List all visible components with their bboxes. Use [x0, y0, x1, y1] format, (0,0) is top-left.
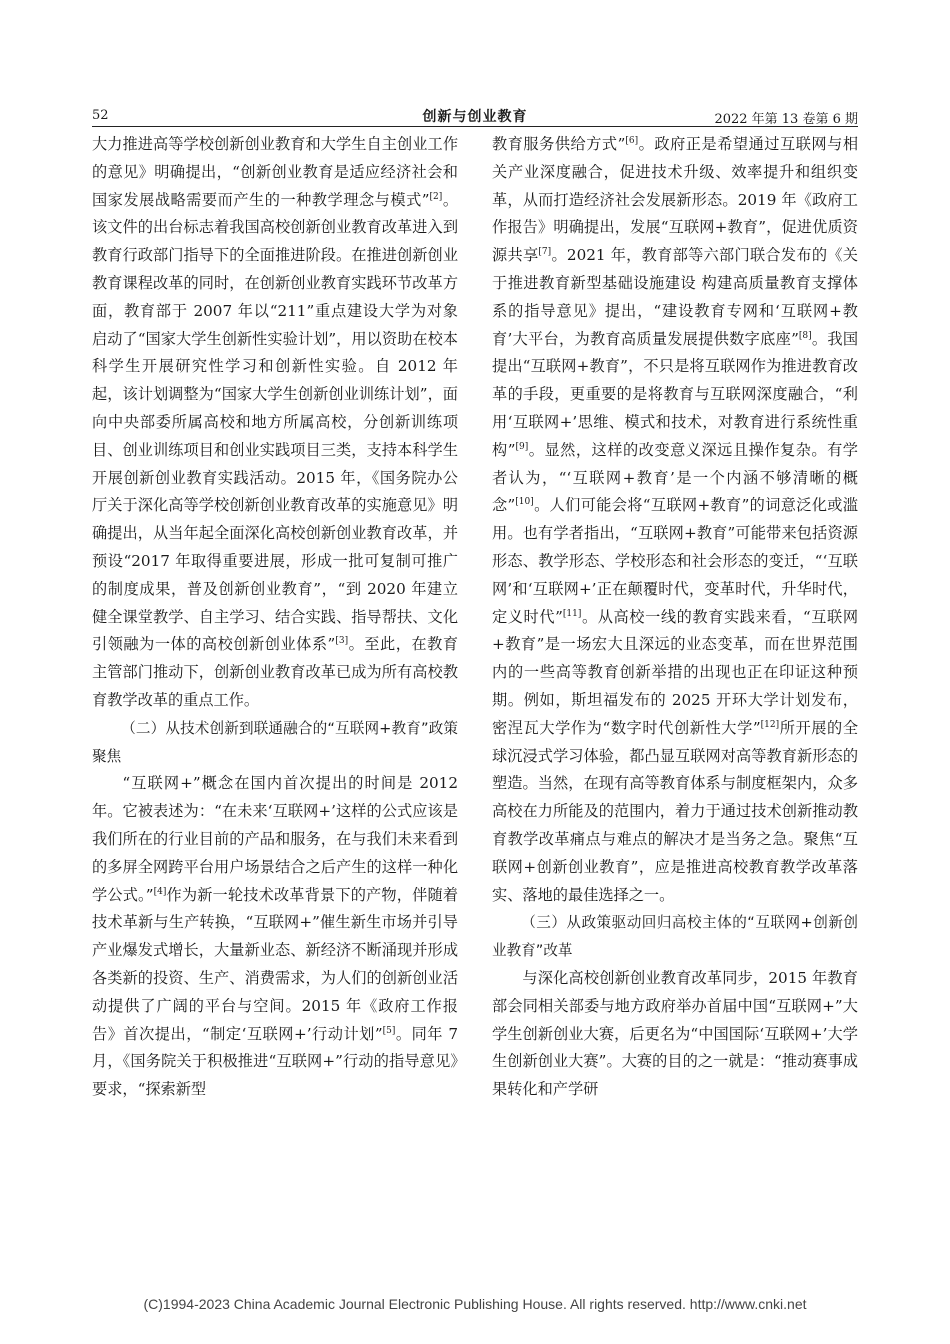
journal-title: 创新与创业教育 — [422, 109, 528, 125]
citation[interactable]: [2] — [429, 191, 443, 202]
paragraph: “互联网+”概念在国内首次提出的时间是 2012 年。它被表述为：“在未来‘互联网+’这样的公式应该是我们所在的行业目前的产品和服务，在与我们未来看到的多屏全网跨平台用户场景结合之后产生的这样一种化学公式。”[4]作为新一轮技术改革背景下的产物，伴随着技术革新与生产转换，“互联网+”催生新生市场并引导产业爆发式增长，大量新业态、新经济不断涌现并形成各类新的投资、生产、消费需求，为人们的创新创业活动提供了广阔的平台与空间。2015 年《政府工作报告》首次提出，“制定‘互联网+’行动计划”[5]。同年 7 月，《国务院关于积极推进“互联网+”行动的指导意见》要求，“探索新型 — [92, 774, 459, 1099]
citation[interactable]: [5] — [382, 1025, 396, 1036]
citation[interactable]: [8] — [798, 330, 812, 341]
citation[interactable]: [7] — [538, 247, 552, 258]
citation[interactable]: [12] — [760, 719, 780, 730]
copyright-footer: (C)1994-2023 China Academic Journal Electronic Publishing House. All rights reserved. http://www.cnki.net — [143, 1296, 807, 1312]
page-number: 52 — [92, 108, 109, 123]
paragraph: 与深化高校创新创业教育改革同步，2015 年教育部会同相关部委与地方政府举办首届中国“互联网+”大学生创新创业大赛，后更名为“中国国际‘互联网+’大学生创新创业大赛”。大赛的目的之一就是：“推动赛事成果转化和产学研 — [492, 968, 858, 1099]
citation[interactable]: [4] — [153, 886, 167, 897]
right-column — [492, 131, 858, 1104]
running-header — [92, 106, 858, 128]
citation[interactable]: [11] — [562, 608, 582, 619]
citation[interactable]: [9] — [515, 441, 529, 452]
paragraph: 大力推进高等学校创新创业教育和大学生自主创业工作的意见》明确提出，“创新创业教育是适应经济社会和国家发展战略需要而产生的一种教学理念与模式”[2]。该文件的出台标志着我国高校创新创业教育改革进入到教育行政部门指导下的全面推进阶段。在推进创新创业教育课程改革的同时，在创新创业教育实践环节改革方面，教育部于 2007 年以“211”重点建设大学为对象启动了“国家大学生创新性实验计划”，用以资助在校本科学生开展研究性学习和创新性实验。自 2012 年起，该计划调整为“国家大学生创新创业训练计划”，面向中央部委所属高校和地方所属高校，分创新训练项目、创业训练项目和创业实践项目三类，支持本科学生开展创新创业教育实践活动。2015 年，《国务院办公厅关于深化高等学校创新创业教育改革的实施意见》明确提出，从当年起全面深化高校创新创业教育改革，并预设“2017 年取得重要进展，形成一批可复制可推广的制度成果，普及创新创业教育”，“到 2020 年建立健全课堂教学、自主学习、结合实践、指导帮扶、文化引领融为一体的高校创新创业体系”[3]。至此，在教育主管部门推动下，创新创业教育改革已成为所有高校教育教学改革的重点工作。 — [92, 135, 459, 709]
citation[interactable]: [3] — [335, 636, 349, 647]
citation[interactable]: [10] — [515, 497, 534, 508]
section-heading: （三）从政策驱动回归高校主体的“互联网+创新创业教育”改革 — [492, 914, 858, 960]
citation[interactable]: [6] — [625, 136, 639, 146]
section-heading: （二）从技术创新到联通融合的“互联网+教育”政策聚焦 — [92, 719, 458, 765]
header-rule — [92, 126, 858, 127]
issue-info: 2022 年第 13 卷第 6 期 — [714, 112, 858, 127]
left-column — [92, 131, 458, 1104]
paragraph: 教育服务供给方式”[6]。政府正是希望通过互联网与相关产业深度融合，促进技术升级、效率提升和组织变革，从而打造经济社会发展新形态。2019 年《政府工作报告》明确提出，发展“互联网+教育”，促进优质资源共享[7]。2021 年，教育部等六部门联合发布的《关于推进教育新型基础设施建设 构建高质量教育支撑体系的指导意见》提出，“建设教育专网和‘互联网+教育’大平台，为教育高质量发展提供数字底座”[8]。我国提出“互联网+教育”，不只是将互联网作为推进教育改革的手段，更重要的是将教育与互联网深度融合，“利用‘互联网+’思维、模式和技术，对教育进行系统性重构”[9]。显然，这样的改变意义深远且操作复杂。有学者认为，“‘互联网+教育’是一个内涵不够清晰的概念”[10]。人们可能会将“互联网+教育”的词意泛化或滥用。也有学者指出，“互联网+教育”可能带来包括资源形态、教学形态、学校形态和社会形态的变迁，“‘互联网’和‘互联网+’正在颠覆时代，变革时代，升华时代，定义时代”[11]。从高校一线的教育实践来看，“互联网+教育”是一场宏大且深远的业态变革，而在世界范围内的一些高等教育创新举措的出现也正在印证这种预期。例如，斯坦福发布的 2025 开环大学计划发布，密涅瓦大学作为“数字时代创新性大学”[12]所开展的全球沉浸式学习体验，都凸显互联网对高等教育新形态的塑造。当然，在现有高等教育体系与制度框架内，众多高校在力所能及的范围内，着力于通过技术创新推动教育教学改革痛点与难点的解决才是当务之急。聚焦“互联网+创新创业教育”，应是推进高校教育教学改革落实、落地的最佳选择之一。 — [492, 135, 859, 904]
